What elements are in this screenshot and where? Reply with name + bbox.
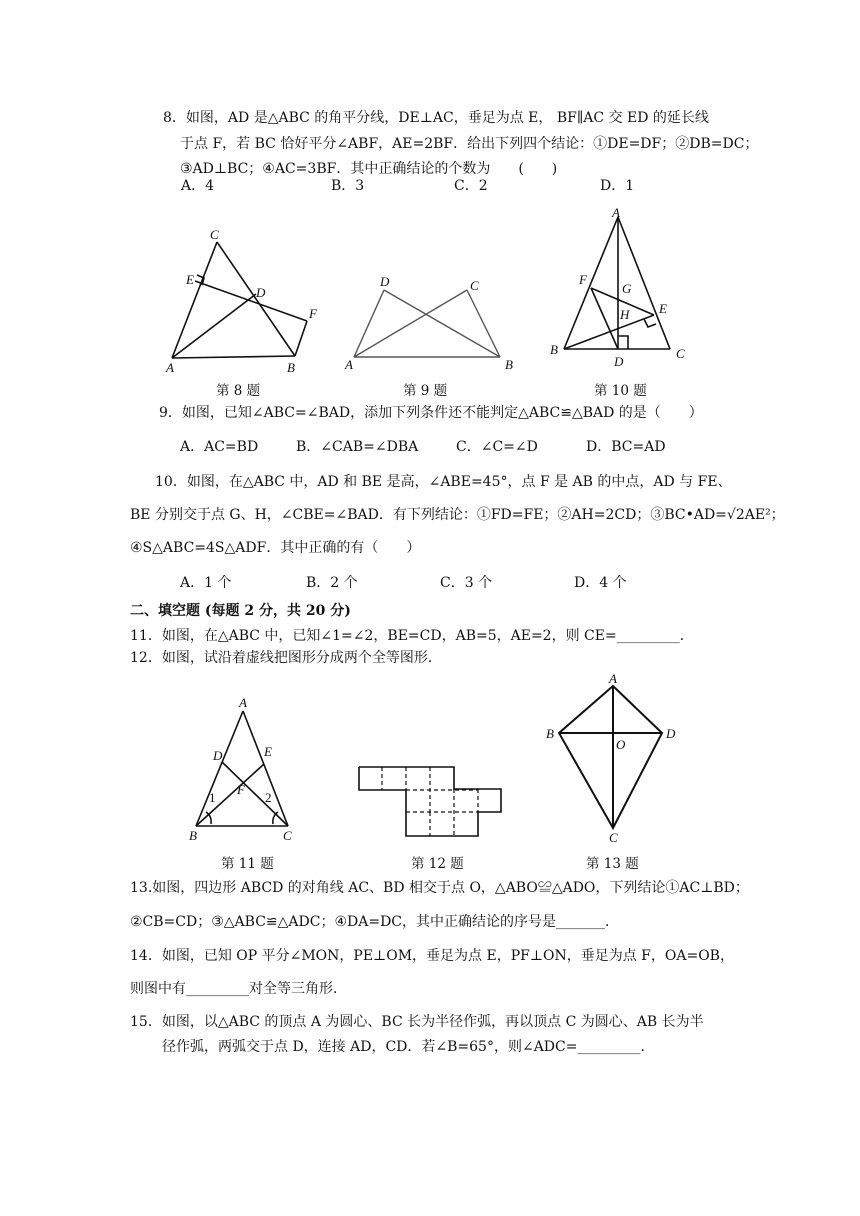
- f9-label-c: C: [470, 278, 479, 293]
- q8-line1: 8．如图，AD 是△ABC 的角平分线，DE⊥AC，垂足为点 E， BF∥AC 交 ED 的延长线: [163, 110, 709, 126]
- f8-label-c: C: [210, 227, 219, 242]
- f10-label-f: F: [579, 272, 587, 287]
- q10-option-a: A．1 个: [180, 575, 232, 591]
- q9-option-a: A．AC=BD: [180, 439, 259, 455]
- f11-label-2: 2: [265, 790, 272, 805]
- q15-line1: 15．如图，以△ABC 的顶点 A 为圆心、BC 长为半径作弧，再以顶点 C 为圆心、AB 长为半: [130, 1014, 704, 1030]
- figure-10: [544, 202, 694, 372]
- f13-label-a: A: [609, 672, 617, 686]
- q13-line2: ②CB=CD；③△ABC≌△ADC；④DA=DC，其中正确结论的序号是_______．: [130, 914, 620, 930]
- figure-8: [160, 225, 330, 375]
- f11-label-c: C: [283, 828, 292, 843]
- figure-11: [184, 694, 304, 844]
- q14-line2: 则图中有_________对全等三角形．: [130, 981, 347, 997]
- f11-label-d: D: [213, 748, 223, 763]
- q12-text: 12．如图，试沿着虚线把图形分成两个全等图形．: [130, 650, 442, 666]
- q13-line1: 13.如图，四边形 ABCD 的对角线 AC、BD 相交于点 O，△ABO≌△ADO，下列结论①AC⊥BD；: [130, 880, 749, 896]
- caption-figure-11: 第 11 题: [221, 856, 274, 872]
- q15-line2: 径作弧，两弧交于点 D，连接 AD，CD．若∠B=65°，则∠ADC=_________．: [162, 1039, 655, 1055]
- f10-label-h: H: [620, 307, 630, 322]
- q10-line2: BE 分别交于点 G、H，∠CBE=∠BAD．有下列结论：①FD=FE；②AH=2CD；③BC•AD=√2AE²；: [130, 507, 785, 523]
- f11-label-b: B: [189, 828, 197, 843]
- f11-label-a: A: [239, 695, 247, 710]
- q9-line1: 9．如图，已知∠ABC=∠BAD，添加下列条件还不能判定△ABC≌△BAD 的是（ ）: [159, 405, 703, 421]
- caption-figure-13: 第 13 题: [586, 856, 639, 872]
- f9-label-b: B: [505, 357, 513, 372]
- f13-label-d: D: [666, 726, 676, 741]
- q10-line1: 10．如图，在△ABC 中，AD 和 BE 是高，∠ABE=45°，点 F 是 AB 的中点，AD 与 FE、: [155, 474, 732, 490]
- q8-option-b: B．3: [331, 178, 365, 194]
- figure-12: [356, 760, 506, 840]
- q10-line3: ④S△ABC=4S△ADF．其中正确的有（ ）: [130, 540, 421, 556]
- f10-label-c: C: [676, 346, 685, 361]
- f10-label-b: B: [550, 342, 558, 357]
- f11-label-1: 1: [209, 790, 216, 805]
- f13-label-b: B: [546, 726, 554, 741]
- caption-figure-10: 第 10 题: [594, 383, 647, 399]
- f8-label-e: E: [186, 272, 194, 287]
- q10-option-b: B．2 个: [306, 575, 358, 591]
- f8-label-f: F: [309, 306, 317, 321]
- f9-label-d: D: [380, 274, 390, 289]
- q8-line2: 于点 F，若 BC 恰好平分∠ABF，AE=2BF．给出下列四个结论：①DE=DF；②DB=DC；: [180, 136, 759, 152]
- q9-option-c: C．∠C=∠D: [456, 439, 538, 455]
- q14-line1: 14．如图，已知 OP 平分∠MON，PE⊥OM，垂足为点 E，PF⊥ON，垂足为点 F，OA=OB，: [130, 948, 734, 964]
- f11-label-f: F: [237, 782, 245, 797]
- f13-label-c: C: [609, 830, 618, 845]
- q10-option-c: C．3 个: [440, 575, 493, 591]
- q10-option-d: D．4 个: [574, 575, 627, 591]
- f8-label-a: A: [166, 360, 174, 375]
- q8-option-a: A．4: [181, 178, 215, 194]
- figure-9: [342, 273, 522, 373]
- caption-figure-9: 第 9 题: [403, 383, 448, 399]
- figure-13: [538, 672, 698, 850]
- caption-figure-12: 第 12 题: [411, 856, 464, 872]
- f13-label-o: O: [616, 737, 626, 752]
- q8-line3: ③AD⊥BC；④AC=3BF．其中正确结论的个数为 ( ): [180, 161, 558, 177]
- f10-label-a: A: [612, 205, 620, 220]
- f9-label-a: A: [345, 357, 353, 372]
- f8-label-b: B: [287, 360, 295, 375]
- q11-text: 11．如图，在△ABC 中，已知∠1=∠2，BE=CD，AB=5，AE=2，则 CE=_________．: [130, 628, 694, 644]
- q9-option-b: B．∠CAB=∠DBA: [296, 439, 419, 455]
- q8-option-d: D．1: [600, 178, 635, 194]
- f10-label-e: E: [659, 301, 667, 316]
- section-2-heading: 二、填空题 (每题 2 分，共 20 分): [130, 603, 351, 619]
- q8-option-c: C．2: [454, 178, 488, 194]
- f10-label-d: D: [614, 354, 624, 369]
- f10-label-g: G: [622, 281, 632, 296]
- f11-label-e: E: [264, 744, 272, 759]
- caption-figure-8: 第 8 题: [216, 383, 261, 399]
- f8-label-d: D: [256, 285, 266, 300]
- q9-option-d: D．BC=AD: [586, 439, 666, 455]
